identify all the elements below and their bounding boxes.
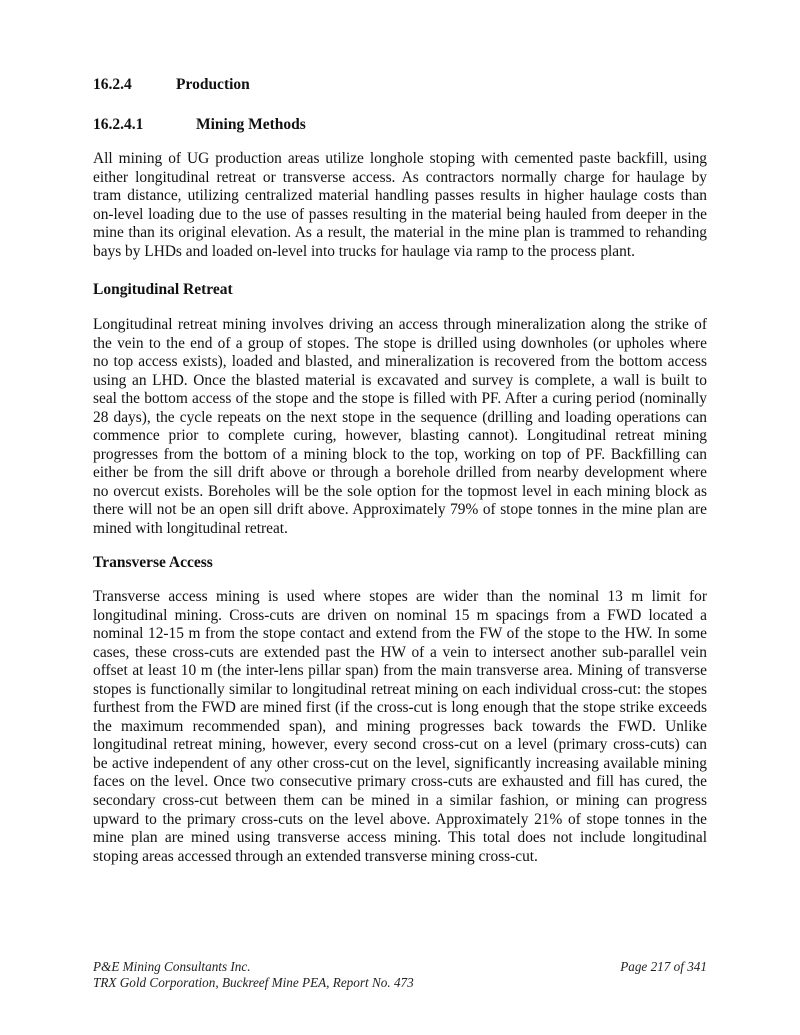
text-line: cases, these cross-cuts are extended past the HW of a vein to intersect another sub-parallel vein [93,643,707,661]
text-line: progresses from the bottom of a mining block to the top, working on top of PF. Backfilling can [93,445,707,463]
footer-company: P&E Mining Consultants Inc. [93,959,251,974]
text-line: mined with longitudinal retreat. [93,520,288,538]
text-line: using an LHD. Once the blasted material is excavated and survey is complete, a wall is built to [93,371,707,389]
section-heading [93,76,707,94]
text-line: Longitudinal retreat mining involves driving an access through mineralization along the strike of [93,316,707,333]
heading-transverse-access: Transverse Access [93,554,213,571]
text-line: the maximum recommended span), and mining progresses back towards the FWD. Unlike [93,717,707,735]
text-line: offset at least 10 m (the inter-lens pillar span) from the main transverse area. Mining of transverse [93,662,707,680]
footer-report: TRX Gold Corporation, Buckreef Mine PEA, Report No. 473 [93,975,414,990]
text-line: no top access exists), loaded and blasted, and mineralization is recovered from the bottom access [93,353,707,371]
text-line: mine than its original elevation. As a result, the material in the mine plan is trammed to rehanding [93,224,707,242]
footer-page-number: Page 217 of 341 [620,959,707,974]
text-line: either be from the sill drift above or through a borehole drilled from nearby development where [93,464,707,482]
heading-longitudinal-retreat: Longitudinal Retreat [93,281,233,298]
text-line: nominal 12-15 m from the stope contact and extend from the FW of the stope to the HW. In some [93,625,707,643]
text-line: All mining of UG production areas utilize longhole stoping with cemented paste backfill, using [93,150,707,167]
text-line: bays by LHDs and loaded on-level into trucks for haulage via ramp to the process plant. [93,242,635,260]
text-line: 28 days), the cycle repeats on the next stope in the sequence (drilling and loading operations can [93,408,707,426]
text-line: on-level loading due to the use of passes resulting in the material being hauled from deeper in the [93,205,707,223]
subsection-title: Mining Methods [196,116,306,133]
text-line: Transverse access mining is used where stopes are wider than the nominal 13 m limit for [93,588,707,605]
text-line: the vein to the end of a group of stopes. The stope is drilled using downholes (or upholes where [93,334,707,352]
paragraph-mining-methods [93,150,707,261]
text-line: mine plan are mined using transverse access mining. This total does not include longitudinal [93,829,707,847]
section-number: 16.2.4 [93,76,132,93]
text-line: stopes is functionally similar to longitudinal retreat mining on each individual cross-cut: the stopes [93,680,707,698]
text-line: be active independent of any other cross-cut on the level, significantly increasing available mining [93,754,707,772]
section-title: Production [176,76,250,93]
text-line: furthest from the FWD are mined first (if the cross-cut is long enough that the stope strike exceeds [93,699,707,717]
text-line: upward to the primary cross-cuts on the level above. Approximately 21% of stope tonnes in the [93,810,707,828]
text-line: seal the bottom access of the stope and the stope is filled with PF. After a curing period (nominally [93,390,707,408]
text-line: no overcut exists. Boreholes will be the sole option for the topmost level in each mining block as [93,482,707,500]
paragraph-longitudinal-retreat [93,316,707,539]
text-line: longitudinal mining. Cross-cuts are driven on nominal 15 m spacings from a FWD located a [93,606,707,624]
subsection-heading [93,116,707,134]
text-line: secondary cross-cut between them can be mined in a similar fashion, or mining can progress [93,792,707,810]
text-line: faces on the level. Once two consecutive primary cross-cuts are exhausted and fill has cured, the [93,773,707,791]
text-line: tram distance, utilizing centralized material handling passes results in higher haulage costs than [93,187,707,205]
text-line: longitudinal retreat mining, however, every second cross-cut on a level (primary cross-cuts) can [93,736,707,754]
text-line: either longitudinal retreat or transverse access. As contractors normally charge for haulage by [93,168,707,186]
subsection-number: 16.2.4.1 [93,116,144,133]
text-line: stoping areas accessed through an extended transverse mining cross-cut. [93,847,538,865]
text-line: there will not be an open sill drift above. Approximately 79% of stope tonnes in the mine plan are [93,501,707,519]
text-line: commence prior to complete curing, however, blasting cannot). Longitudinal retreat mining [93,427,707,445]
paragraph-transverse-access [93,588,707,866]
